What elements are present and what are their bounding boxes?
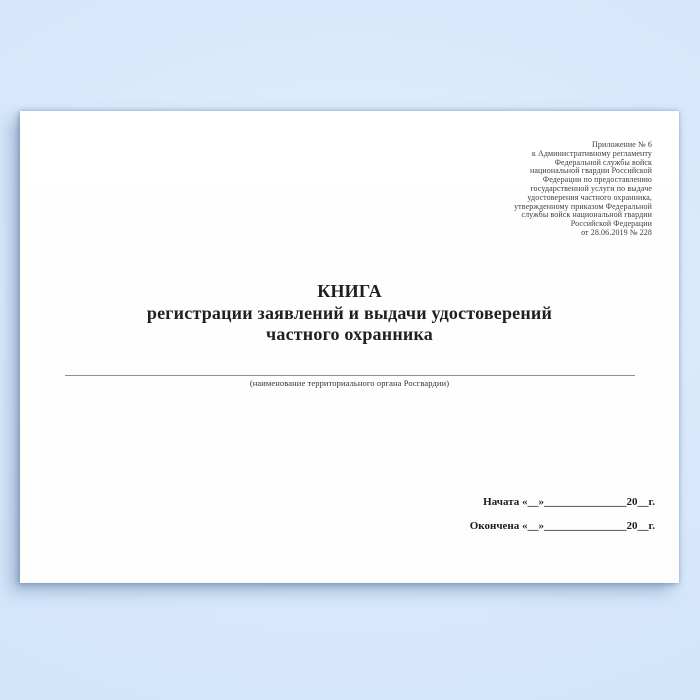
title-line-registration: регистрации заявлений и выдачи удостоверений	[146, 302, 553, 323]
appendix-reference-block	[514, 141, 652, 238]
appendix-line: Федерации по предоставлению	[542, 175, 652, 185]
title-line-book: КНИГА	[317, 281, 382, 301]
appendix-line: Федеральной службы войск	[554, 157, 652, 167]
appendix-line: от 28.06.2019 № 228	[581, 227, 652, 237]
appendix-line: удостоверения частного охранника,	[527, 192, 652, 202]
org-name-blank-line	[65, 375, 635, 376]
appendix-line: Приложение № 6	[592, 140, 652, 149]
finished-date-line: Окончена «__»_______________20__г.	[469, 520, 655, 532]
appendix-line: государственной услуги по выдаче	[530, 183, 652, 193]
appendix-line: службы войск национальной гвардии	[521, 210, 652, 220]
appendix-line: к Административному регламенту	[531, 148, 652, 158]
document-page	[20, 111, 679, 583]
date-fields-block	[470, 495, 655, 533]
title-line-guard: частного охранника	[266, 324, 433, 344]
appendix-line: национальной гвардии Российской	[529, 166, 652, 176]
org-name-caption: (наименование территориального органа Росгвардии)	[249, 378, 450, 388]
document-title	[20, 281, 679, 346]
appendix-line: Российской Федерации	[570, 219, 652, 229]
appendix-line: утвержденному приказом Федеральной	[514, 201, 652, 211]
started-date-line: Начата «__»_______________20__г.	[483, 496, 655, 508]
